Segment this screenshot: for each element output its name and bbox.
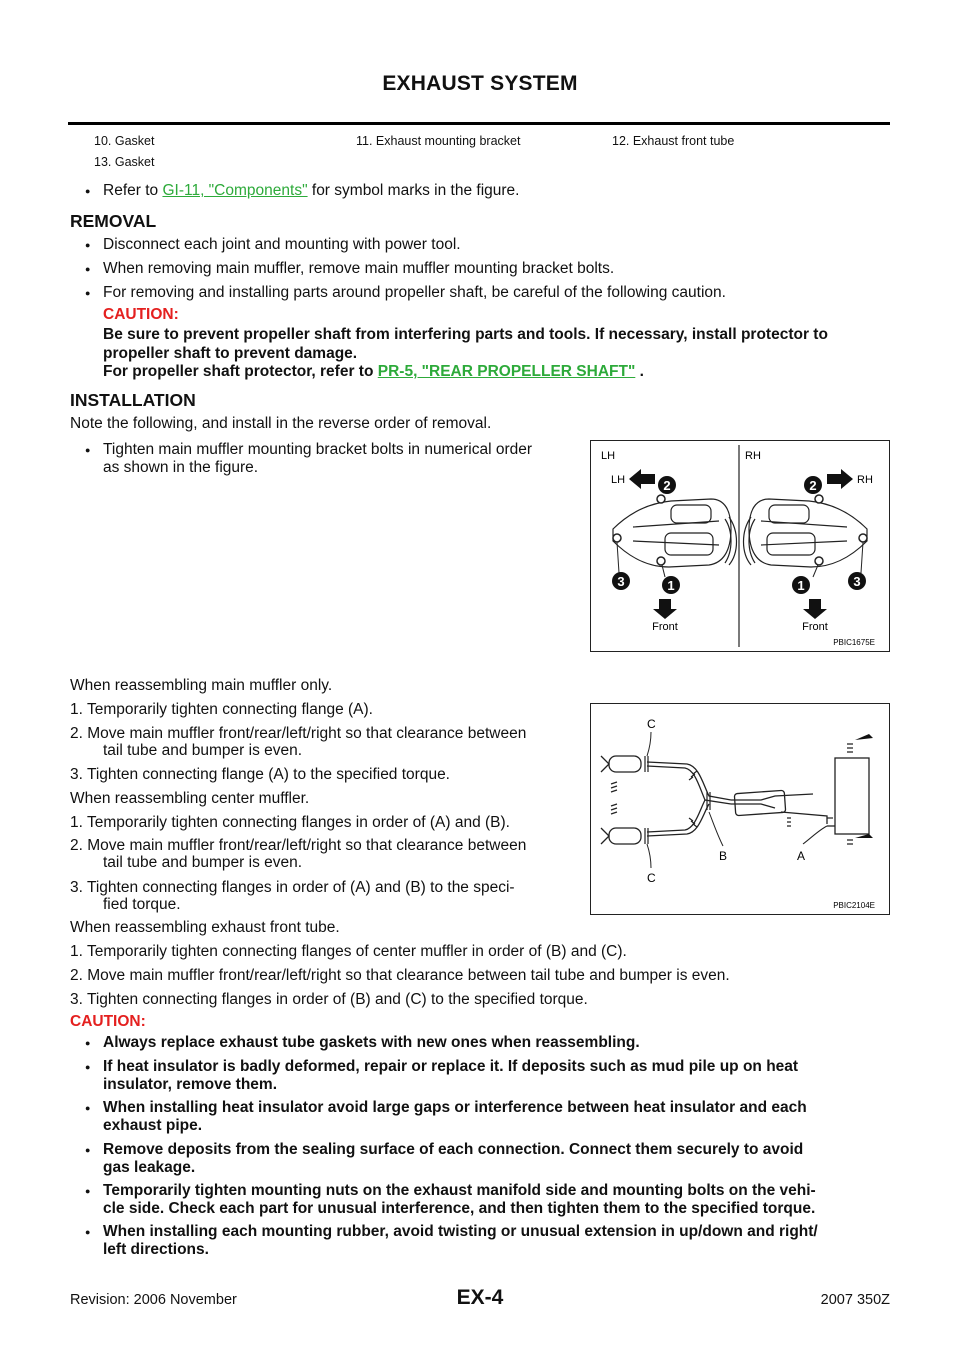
caution-item: ● Temporarily tighten mounting nuts on the exhaust manifold side and mounting bolts on the vehi-: [103, 1182, 816, 1200]
main-muffler-label: When reassembling main muffler only.: [70, 677, 333, 694]
caution-text-suffix: .: [635, 363, 644, 380]
installation-bullet: ● Tighten main muffler mounting bracket bolts in numerical order: [103, 441, 532, 459]
right-arrow-icon: [827, 469, 853, 489]
bolt-number: 2: [663, 478, 671, 493]
caution-item-cont: exhaust pipe.: [103, 1117, 203, 1134]
front-arrow-icon: [803, 599, 827, 619]
installation-heading: INSTALLATION: [70, 390, 196, 410]
front-label: Front: [802, 621, 828, 633]
flange-label-c: C: [647, 871, 656, 885]
exhaust-flange-figure: [590, 703, 890, 915]
refer-line: [103, 182, 520, 200]
front-tube-label: When reassembling exhaust front tube.: [70, 919, 340, 936]
rh-header: RH: [745, 450, 761, 462]
removal-item: ● For removing and installing parts around propeller shaft, be careful of the following caution.: [103, 284, 726, 302]
step: 1. Temporarily tighten connecting flanges in order of (A) and (B).: [70, 814, 510, 831]
footer-model: 2007 350Z: [820, 1292, 890, 1308]
legend-item: 13. Gasket: [94, 155, 155, 169]
refer-prefix: Refer to: [103, 182, 163, 199]
caution-item-cont: insulator, remove them.: [103, 1076, 277, 1093]
flange-label-c: C: [647, 717, 656, 731]
bolt-number: 2: [809, 478, 817, 493]
header-rule: [68, 122, 890, 125]
caution-label: CAUTION:: [70, 1013, 146, 1030]
removal-item: ● When removing main muffler, remove main muffler mounting bracket bolts.: [103, 260, 614, 278]
step: 1. Temporarily tighten connecting flanges of center muffler in order of (B) and (C).: [70, 943, 627, 960]
figure-code: PBIC2104E: [833, 901, 875, 910]
caution-item: ● Remove deposits from the sealing surface of each connection. Connect them securely to avoid: [103, 1141, 803, 1159]
step: 3. Tighten connecting flanges in order of (B) and (C) to the specified torque.: [70, 991, 588, 1008]
spring-symbols: [611, 744, 853, 844]
flange-label-a: A: [797, 849, 806, 863]
muffler-bolt-order-drawing: [591, 441, 889, 651]
flange-label-b: B: [719, 849, 728, 863]
components-link[interactable]: GI-11, "Components": [162, 182, 308, 199]
page-title: EXHAUST SYSTEM: [382, 72, 578, 95]
step: 3. Tighten connecting flange (A) to the specified torque.: [70, 766, 450, 783]
exhaust-pipes: [601, 756, 869, 844]
caution-item: ● When installing heat insulator avoid large gaps or interference between heat insulator and each: [103, 1099, 807, 1117]
installation-intro: Note the following, and install in the reverse order of removal.: [70, 415, 492, 432]
caution-label: CAUTION:: [103, 306, 179, 323]
center-muffler-label: When reassembling center muffler.: [70, 790, 310, 807]
caution-item-cont: cle side. Check each part for unusual interference, and then tighten them to the specified torque.: [103, 1200, 816, 1217]
step: 2. Move main muffler front/rear/left/right so that clearance between: [70, 725, 527, 742]
rh-bracket-drawing: [744, 499, 868, 567]
muffler-bolt-order-figure: [590, 440, 890, 652]
step-cont: fied torque.: [103, 896, 181, 913]
step: 2. Move main muffler front/rear/left/right so that clearance between tail tube and bumper is even.: [70, 967, 730, 984]
caution-text-prefix: For propeller shaft protector, refer to: [103, 363, 378, 380]
caution-item: ● When installing each mounting rubber, avoid twisting or unusual extension in up/down and right/: [103, 1223, 818, 1241]
left-arrow-icon: [629, 469, 655, 489]
footer-page-number: EX-4: [456, 1286, 504, 1309]
legend-item: 11. Exhaust mounting bracket: [356, 134, 521, 148]
footer-revision: Revision: 2006 November: [70, 1292, 237, 1308]
figure-code: PBIC1675E: [833, 638, 875, 647]
removal-heading: REMOVAL: [70, 211, 157, 231]
refer-suffix: for symbol marks in the figure.: [307, 182, 520, 199]
caution-text: propeller shaft to prevent damage.: [103, 345, 358, 362]
step-cont: tail tube and bumper is even.: [103, 854, 303, 871]
step: 3. Tighten connecting flanges in order of (A) and (B) to the speci-: [70, 879, 515, 896]
caution-text: Be sure to prevent propeller shaft from interfering parts and tools. If necessary, install protector to: [103, 326, 828, 343]
caution-item-cont: gas leakage.: [103, 1159, 196, 1176]
lh-arrow-label: LH: [611, 474, 626, 486]
lh-header: LH: [601, 450, 616, 462]
caution-item: ● Always replace exhaust tube gaskets with new ones when reassembling.: [103, 1034, 640, 1052]
caution-text: [103, 363, 644, 381]
step-cont: tail tube and bumper is even.: [103, 742, 303, 759]
legend-item: 12. Exhaust front tube: [612, 134, 735, 148]
lh-bracket-drawing: [613, 499, 737, 567]
bolt-number: 1: [797, 578, 805, 593]
step: 1. Temporarily tighten connecting flange (A).: [70, 701, 373, 718]
legend-item: 10. Gasket: [94, 134, 155, 148]
bolt-number: 3: [617, 574, 625, 589]
removal-item: ● Disconnect each joint and mounting with power tool.: [103, 236, 461, 254]
installation-bullet-cont: as shown in the figure.: [103, 459, 259, 476]
rh-arrow-label: RH: [857, 474, 873, 486]
front-label: Front: [652, 621, 678, 633]
exhaust-layout-drawing: [591, 704, 889, 914]
caution-item: ● If heat insulator is badly deformed, repair or replace it. If deposits such as mud pile up on heat: [103, 1058, 798, 1076]
caution-item-cont: left directions.: [103, 1241, 209, 1258]
bolt-number: 1: [667, 578, 675, 593]
bolt-number: 3: [853, 574, 861, 589]
step: 2. Move main muffler front/rear/left/right so that clearance between: [70, 837, 527, 854]
propeller-shaft-link[interactable]: PR-5, "REAR PROPELLER SHAFT": [377, 363, 636, 380]
front-arrow-icon: [653, 599, 677, 619]
